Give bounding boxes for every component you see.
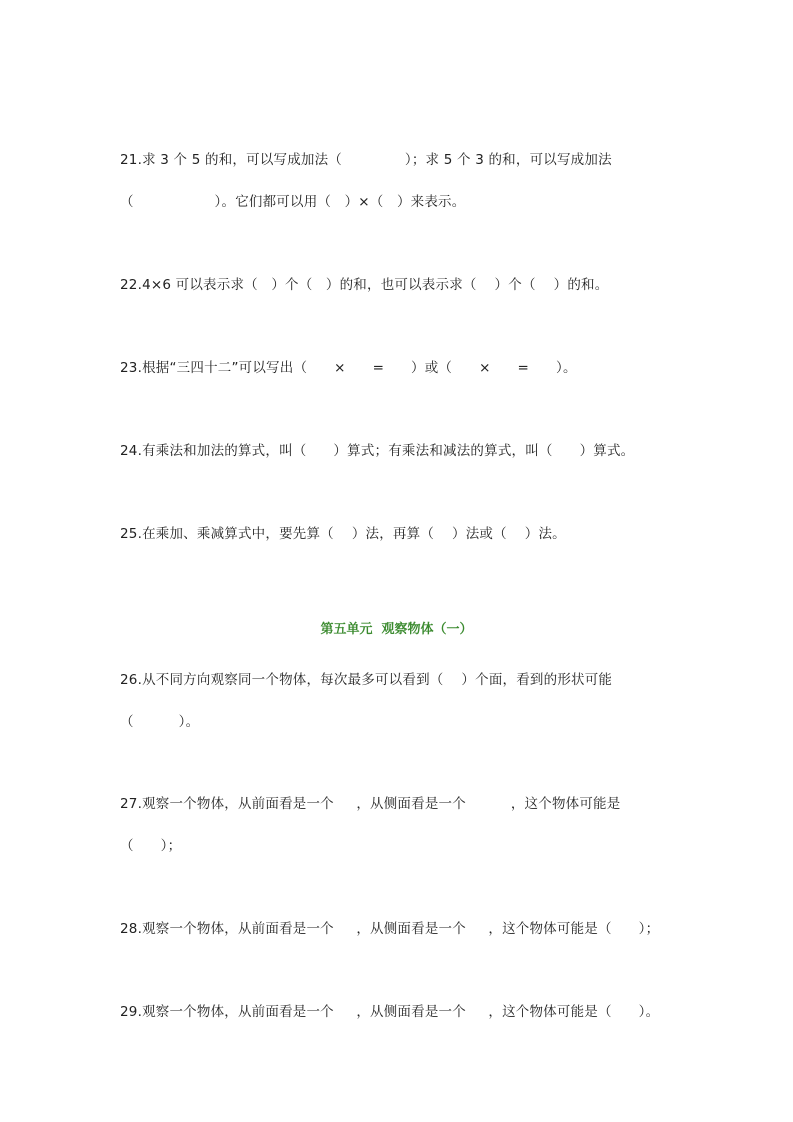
question-29: 29.观察一个物体，从前面看是一个 ，从侧面看是一个 ，这个物体可能是（ ）。: [120, 1004, 660, 1020]
question-24: 24.有乘法和加法的算式，叫（ ）算式；有乘法和减法的算式，叫（ ）算式。: [120, 443, 635, 459]
question-21-line-1: 21.求 3 个 5 的和，可以写成加法（ ）；求 5 个 3 的和，可以写成加法: [120, 152, 612, 168]
question-25: 25.在乘加、乘减算式中，要先算（ ）法，再算（ ）法或（ ）法。: [120, 526, 566, 542]
question-26-line-1: 26.从不同方向观察同一个物体，每次最多可以看到（ ）个面，看到的形状可能: [120, 672, 613, 688]
question-26-line-2: （ ）。: [120, 714, 200, 730]
question-27-line-1: 27.观察一个物体，从前面看是一个 ，从侧面看是一个 ，这个物体可能是: [120, 796, 621, 812]
question-27-line-2: （ ）；: [120, 838, 182, 854]
section-heading: 第五单元 观察物体（一）: [320, 622, 473, 637]
question-23: 23.根据“三四十二”可以写出（ × = ）或（ × = ）。: [120, 360, 577, 376]
question-22: 22.4×6 可以表示求（ ）个（ ）的和，也可以表示求（ ）个（ ）的和。: [120, 277, 609, 293]
question-28: 28.观察一个物体，从前面看是一个 ，从侧面看是一个 ，这个物体可能是（ ）；: [120, 921, 660, 937]
question-21-line-2: （ ）。它们都可以用（ ）×（ ）来表示。: [120, 194, 466, 210]
